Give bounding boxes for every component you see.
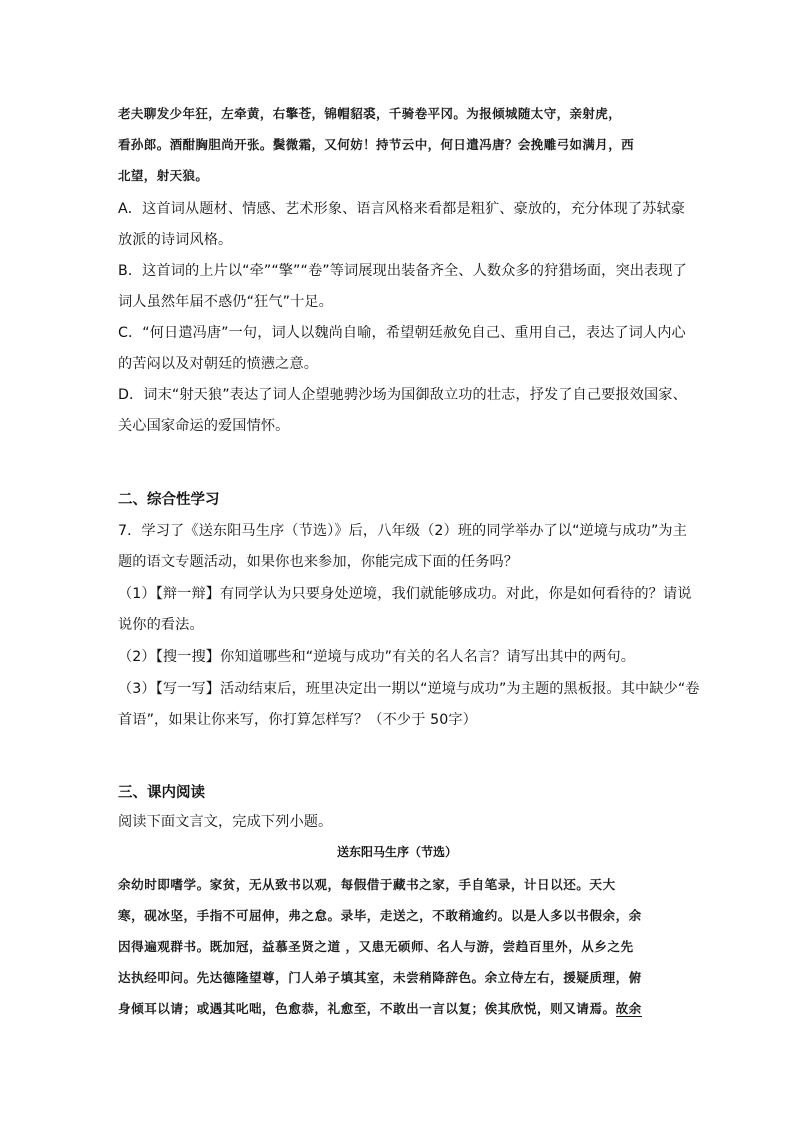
passage-line-5-text: 身倾耳以请；或遇其叱咄，色愈恭，礼愈至，不敢出一言以复；俟其欣悦，则又请焉。 [118, 1001, 616, 1016]
option-c-line-1: C．“何日遣冯唐”一句，词人以魏尚自喻，希望朝廷赦免自己、重用自己，表达了词人内心 [118, 325, 686, 341]
poem-line-1: 老夫聊发少年狂，左牵黄，右擎苍，锦帽貂裘，千骑卷平冈。为报倾城随太守，亲射虎， [118, 106, 622, 121]
option-c-line-2: 的苦闷以及对朝廷的愤懑之意。 [118, 356, 319, 372]
passage-title: 送东阳马生序（节选） [336, 845, 457, 859]
section-3-heading: 三、课内阅读 [118, 785, 205, 801]
poem-line-2: 看孙郎。酒酣胸胆尚开张。鬓微霜，又何妨！持节云中，何日遣冯唐？会挽雕弓如满月，西 [118, 137, 635, 152]
task-3-line-1: （3）【写一写】活动结束后，班里决定出一期以“逆境与成功”为主题的黑板报。其中缺少“卷 [118, 681, 700, 697]
option-b-line-1: B．这首词的上片以“牵”“擎”“卷”等词展现出装备齐全、人数众多的狩猎场面，突出表现了 [118, 263, 687, 279]
passage-line-4: 达执经叩问。先达德隆望尊，门人弟子填其室，未尝稍降辞色。余立侍左右，援疑质理，俯 [118, 970, 642, 985]
poem-line-3: 北望，射天狼。 [118, 168, 209, 183]
question-7-line-1: 7．学习了《送东阳马生序（节选）》后，八年级（2）班的同学举办了以“逆境与成功”为主 [118, 523, 687, 539]
option-a-line-2: 放派的诗词风格。 [118, 232, 233, 248]
section-2-heading: 二、综合性学习 [118, 492, 220, 508]
question-7-line-2: 题的语文专题活动，如果你也来参加，你能完成下面的任务吗？ [118, 554, 519, 570]
option-b-line-2: 词人虽然年届不惑仍“狂气”十足。 [118, 294, 333, 310]
option-a-line-1: A．这首词从题材、情感、艺术形象、语言风格来看都是粗犷、豪放的，充分体现了苏轼豪 [118, 201, 686, 217]
task-1-line-2: 说你的看法。 [118, 617, 204, 633]
passage-line-2: 寒，砚冰坚，手指不可屈伸，弗之怠。录毕，走送之，不敢稍逾约。以是人多以书假余，余 [118, 908, 642, 923]
task-2-line: （2）【搜一搜】你知道哪些和“逆境与成功”有关的名人名言？请写出其中的两句。 [118, 649, 635, 665]
underlined-phrase: 故余 [615, 1001, 642, 1016]
option-d-line-1: D．词末“射天狼”表达了词人企望驰骋沙场为国御敌立功的壮志，抒发了自己要报效国家、 [118, 387, 687, 403]
task-3-line-2: 首语”，如果让你来写，你打算怎样写？（不少于 50字） [118, 712, 477, 728]
task-1-line-1: （1）【辩一辩】有同学认为只要身处逆境，我们就能够成功。对此，你是如何看待的？请说 [118, 586, 692, 602]
passage-line-3: 因得遍观群书。既加冠，益慕圣贤之道 ，又患无硕师、名人与游，尝趋百里外，从乡之先 [118, 939, 634, 954]
passage-line-5 [118, 998, 642, 1017]
reading-instruction: 阅读下面文言文，完成下列小题。 [118, 814, 333, 830]
option-d-line-2: 关心国家命运的爱国情怀。 [118, 418, 290, 434]
passage-line-1: 余幼时即嗜学。家贫，无从致书以观，每假借于藏书之家，手自笔录，计日以还。天大 [118, 877, 616, 892]
